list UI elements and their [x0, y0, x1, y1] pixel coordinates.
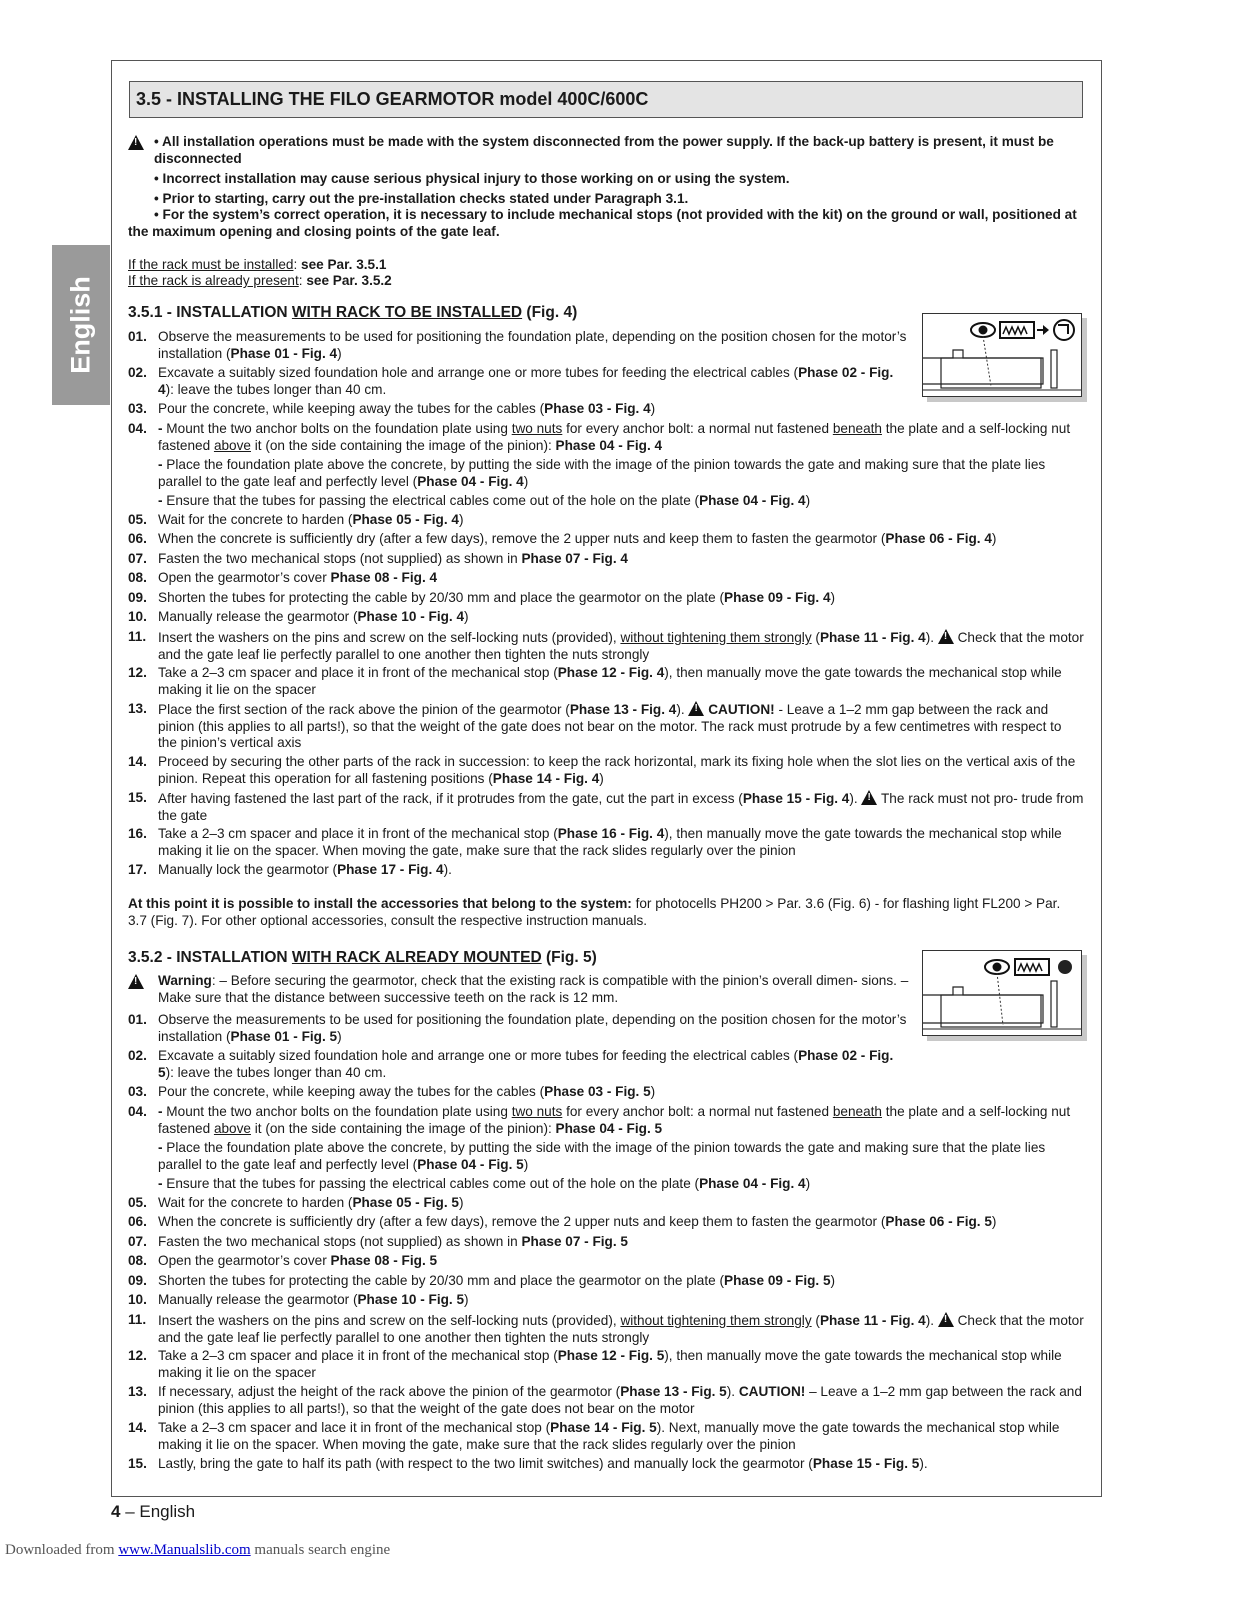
s351-step-09-num: 09.: [128, 590, 147, 605]
s352-step-09-num: 09.: [128, 1273, 147, 1288]
s352-step-15-num: 15.: [128, 1456, 147, 1471]
s351-step-10-num: 10.: [128, 609, 147, 624]
s352-step-06-num: 06.: [128, 1214, 147, 1229]
s352-step-04a: - Mount the two anchor bolts on the foundation plate using two nuts for every anchor bolt: a normal nut fastened beneath the plate and a self-locking nut fastened above it (on the side containing the image of the pinion): Phase 04 - Fig. 5: [158, 1104, 1071, 1136]
caution-icon: [861, 790, 877, 805]
warning-icon: [128, 135, 144, 153]
warning-1: • All installation operations must be made with the system disconnected from the power supply. If the back-up battery is present, it must be disconnected: [154, 134, 1054, 166]
accessories-paragraph: At this point it is possible to install the accessories that belong to the system: for photocells PH200 > Par. 3.6 (Fig. 6) - for flashing light FL200 > Par. 3.7 (Fig. 7). For other optional accessories, consult the respective instruction manuals.: [128, 896, 1061, 928]
s351-step-03: Pour the concrete, while keeping away the tubes for the cables (Phase 03 - Fig. 4): [158, 401, 656, 416]
s352-step-09: Shorten the tubes for protecting the cable by 20/30 mm and place the gearmotor on the plate (Phase 09 - Fig. 5): [158, 1273, 836, 1288]
s351-step-13: Place the first section of the rack above the pinion of the gearmotor (Phase 13 - Fig. 4). ! CAUTION! - Leave a 1–2 mm gap between the rack and pinion (this applies to all parts!), so that the weight of the gate does not bear on the motor. The rack must protrude by a few centimetres with respect to the pinion’s vertical axis: [158, 701, 1084, 752]
s351-step-11: Insert the washers on the pins and screw on the self-locking nuts (provided), without tightening them strongly (Phase 11 - Fig. 4). ! Check that the motor and the gate leaf lie perfectly parallel to one another then tighten the nuts strongly: [158, 629, 1084, 663]
s351-step-06-num: 06.: [128, 531, 147, 546]
s351-step-05: Wait for the concrete to harden (Phase 05 - Fig. 4): [158, 512, 464, 527]
s352-step-11: Insert the washers on the pins and screw on the self-locking nuts (provided), without tightening them strongly (Phase 11 - Fig. 4). ! Check that the motor and the gate leaf lie perfectly parallel to one another then tighten the nuts strongly: [158, 1312, 1084, 1346]
pinion-icon: [1058, 960, 1072, 974]
caution-icon: [938, 629, 954, 644]
s351-step-04-num: 04.: [128, 421, 147, 436]
s351-step-17-num: 17.: [128, 862, 147, 877]
s352-step-10-num: 10.: [128, 1292, 147, 1307]
s352-step-14-num: 14.: [128, 1420, 147, 1435]
fig4-illustration: [923, 314, 1081, 396]
s352-step-06: When the concrete is sufficiently dry (after a few days), remove the 2 upper nuts and keep them to fasten the gearmotor (Phase 06 - Fig. 5): [158, 1214, 997, 1229]
s351-step-04b: - Place the foundation plate above the concrete, by putting the side with the image of the pinion towards the gate and making sure that the plate lies parallel to the gate leaf and perfectly level (Phase 04 - Fig. 4): [158, 457, 1046, 489]
s352-step-13-num: 13.: [128, 1384, 147, 1399]
s351-step-01: Observe the measurements to be used for positioning the foundation plate, depending on the position chosen for the motor’s installation (Phase 01 - Fig. 4): [158, 329, 907, 361]
s351-step-14: Proceed by securing the other parts of the rack in succession: to keep the rack horizontal, mark its fixing hole when the slot lies on the vertical axis of the pinion. Repeat this operation for all fastening positions (Phase 14 - Fig. 4): [158, 754, 1076, 786]
section-title-bar: [129, 81, 1083, 118]
s351-step-11-num: 11.: [128, 629, 147, 644]
s352-step-12: Take a 2–3 cm spacer and place it in front of the mechanical stop (Phase 12 - Fig. 5), then manually move the gate towards the mechanical stop while making it lie on the spacer: [158, 1348, 1062, 1380]
fig5-illustration: [923, 951, 1081, 1035]
s352-step-14: Take a 2–3 cm spacer and lace it in front of the mechanical stop (Phase 14 - Fig. 5). Next, manually move the gate towards the mechanical stop while making it lie on the spacer. When moving the gate, make sure that the rack slides regularly over the pinion: [158, 1420, 1060, 1452]
download-banner: Downloaded from www.Manualslib.com manuals search engine: [5, 1542, 391, 1558]
s352-step-15: Lastly, bring the gate to half its path (with respect to the two limit switches) and manually lock the gearmotor (Phase 15 - Fig. 5).: [158, 1456, 928, 1471]
s351-step-16-num: 16.: [128, 826, 147, 841]
s352-step-04c: - Ensure that the tubes for passing the electrical cables come out of the hole on the plate (Phase 04 - Fig. 4): [158, 1176, 811, 1191]
s351-step-08: Open the gearmotor’s cover Phase 08 - Fig. 4: [158, 570, 438, 585]
footer-language: – English: [120, 1502, 196, 1521]
s351-step-02: Excavate a suitably sized foundation hole and arrange one or more tubes for feeding the electrical cables (Phase 02 - Fig. 4): leave the tubes longer than 40 cm.: [158, 365, 894, 397]
section-351-heading: 3.5.1 - INSTALLATION WITH RACK TO BE INSTALLED (Fig. 4): [128, 304, 578, 321]
s351-step-04c: - Ensure that the tubes for passing the electrical cables come out of the hole on the plate (Phase 04 - Fig. 4): [158, 493, 811, 508]
fig4-thumbnail: [922, 313, 1082, 397]
rack-line-2: If the rack is already present: see Par. 3.5.2: [128, 273, 392, 288]
s351-step-04a: - Mount the two anchor bolts on the foundation plate using two nuts for every anchor bolt: a normal nut fastened beneath the plate and a self-locking nut fastened above it (on the side containing the image of the pinion): Phase 04 - Fig. 4: [158, 421, 1071, 453]
s351-step-16: Take a 2–3 cm spacer and place it in front of the mechanical stop (Phase 16 - Fig. 4), then manually move the gate towards the mechanical stop while making it lie on the spacer. When moving the gate, make sure that the rack slides regularly over the pinion: [158, 826, 1062, 858]
s352-step-01-num: 01.: [128, 1012, 147, 1027]
s352-step-12-num: 12.: [128, 1348, 147, 1363]
language-tab-label: English: [65, 276, 96, 374]
s352-step-05-num: 05.: [128, 1195, 147, 1210]
s352-warning-icon: [128, 974, 144, 992]
s351-step-14-num: 14.: [128, 754, 147, 769]
s351-step-15: After having fastened the last part of the rack, if it protrudes from the gate, cut the part in excess (Phase 15 - Fig. 4). ! The rack must not pro- trude from the gate: [158, 790, 1084, 824]
s351-step-10: Manually release the gearmotor (Phase 10 - Fig. 4): [158, 609, 469, 624]
s352-step-01: Observe the measurements to be used for positioning the foundation plate, depending on the position chosen for the motor’s installation (Phase 01 - Fig. 5): [158, 1012, 907, 1044]
s352-step-07: Fasten the two mechanical stops (not supplied) as shown in Phase 07 - Fig. 5: [158, 1234, 628, 1249]
warning-4: • For the system’s correct operation, it is necessary to include mechanical stops (not provided with the kit) on the ground or wall, positioned at the maximum opening and closing points of the gate leaf.: [128, 207, 1077, 239]
s352-step-08-num: 08.: [128, 1253, 147, 1268]
fig5-thumbnail: [922, 950, 1082, 1036]
language-tab: [52, 245, 110, 405]
rack-line-1: If the rack must be installed: see Par. 3.5.1: [128, 257, 387, 272]
s352-step-05: Wait for the concrete to harden (Phase 05 - Fig. 5): [158, 1195, 464, 1210]
s351-step-08-num: 08.: [128, 570, 147, 585]
s352-step-07-num: 07.: [128, 1234, 147, 1249]
s351-step-09: Shorten the tubes for protecting the cable by 20/30 mm and place the gearmotor on the plate (Phase 09 - Fig. 4): [158, 590, 836, 605]
s351-step-12-num: 12.: [128, 665, 147, 680]
section-title: 3.5 - INSTALLING THE FILO GEARMOTOR model 400C/600C: [136, 89, 649, 109]
s351-step-17: Manually lock the gearmotor (Phase 17 - Fig. 4).: [158, 862, 452, 877]
s351-step-05-num: 05.: [128, 512, 147, 527]
s351-step-07-num: 07.: [128, 551, 147, 566]
page-footer: [111, 1502, 195, 1522]
s352-step-13: If necessary, adjust the height of the rack above the pinion of the gearmotor (Phase 13 - Fig. 5). CAUTION! – Leave a 1–2 mm gap between the rack and pinion (this applies to all parts!), so that the weight of the gate does not bear on the motor: [158, 1384, 1082, 1416]
s352-step-03: Pour the concrete, while keeping away the tubes for the cables (Phase 03 - Fig. 5): [158, 1084, 656, 1099]
page-number: 4: [111, 1502, 121, 1521]
eye-icon: [971, 323, 995, 337]
s352-step-04-num: 04.: [128, 1104, 147, 1119]
s352-step-11-num: 11.: [128, 1312, 147, 1327]
caution-icon: [938, 1312, 954, 1327]
s352-step-02-num: 02.: [128, 1048, 147, 1063]
s352-step-08: Open the gearmotor’s cover Phase 08 - Fig. 5: [158, 1253, 438, 1268]
arrow-icon: [1043, 325, 1049, 335]
s352-warning: Warning: – Before securing the gearmotor, check that the existing rack is compatible with the pinion’s overall dimen- sions. – Make sure that the distance between successive teeth on the rack is 12 mm.: [158, 973, 909, 1005]
caution-icon: [688, 701, 704, 716]
s351-step-03-num: 03.: [128, 401, 147, 416]
eye-icon: [985, 960, 1009, 974]
s351-step-02-num: 02.: [128, 365, 147, 380]
s351-step-13-num: 13.: [128, 701, 147, 716]
s351-step-06: When the concrete is sufficiently dry (after a few days), remove the 2 upper nuts and keep them to fasten the gearmotor (Phase 06 - Fig. 4): [158, 531, 997, 546]
section-352-heading: 3.5.2 - INSTALLATION WITH RACK ALREADY MOUNTED (Fig. 5): [128, 949, 597, 966]
warning-3: • Prior to starting, carry out the pre-installation checks stated under Paragraph 3.1.: [154, 191, 689, 206]
s351-step-15-num: 15.: [128, 790, 147, 805]
s351-step-12: Take a 2–3 cm spacer and place it in front of the mechanical stop (Phase 12 - Fig. 4), then manually move the gate towards the mechanical stop while making it lie on the spacer: [158, 665, 1062, 697]
s351-step-07: Fasten the two mechanical stops (not supplied) as shown in Phase 07 - Fig. 4: [158, 551, 628, 566]
s352-step-10: Manually release the gearmotor (Phase 10 - Fig. 5): [158, 1292, 469, 1307]
s352-step-02: Excavate a suitably sized foundation hole and arrange one or more tubes for feeding the electrical cables (Phase 02 - Fig. 5): leave the tubes longer than 40 cm.: [158, 1048, 894, 1080]
pinion-icon: [1054, 320, 1074, 340]
manualslib-link[interactable]: www.Manualslib.com: [118, 1542, 251, 1558]
s352-step-04b: - Place the foundation plate above the concrete, by putting the side with the image of the pinion towards the gate and making sure that the plate lies parallel to the gate leaf and perfectly level (Phase 04 - Fig. 5): [158, 1140, 1046, 1172]
s352-step-03-num: 03.: [128, 1084, 147, 1099]
s351-step-01-num: 01.: [128, 329, 147, 344]
warning-2: • Incorrect installation may cause serious physical injury to those working on or using the system.: [154, 171, 790, 186]
